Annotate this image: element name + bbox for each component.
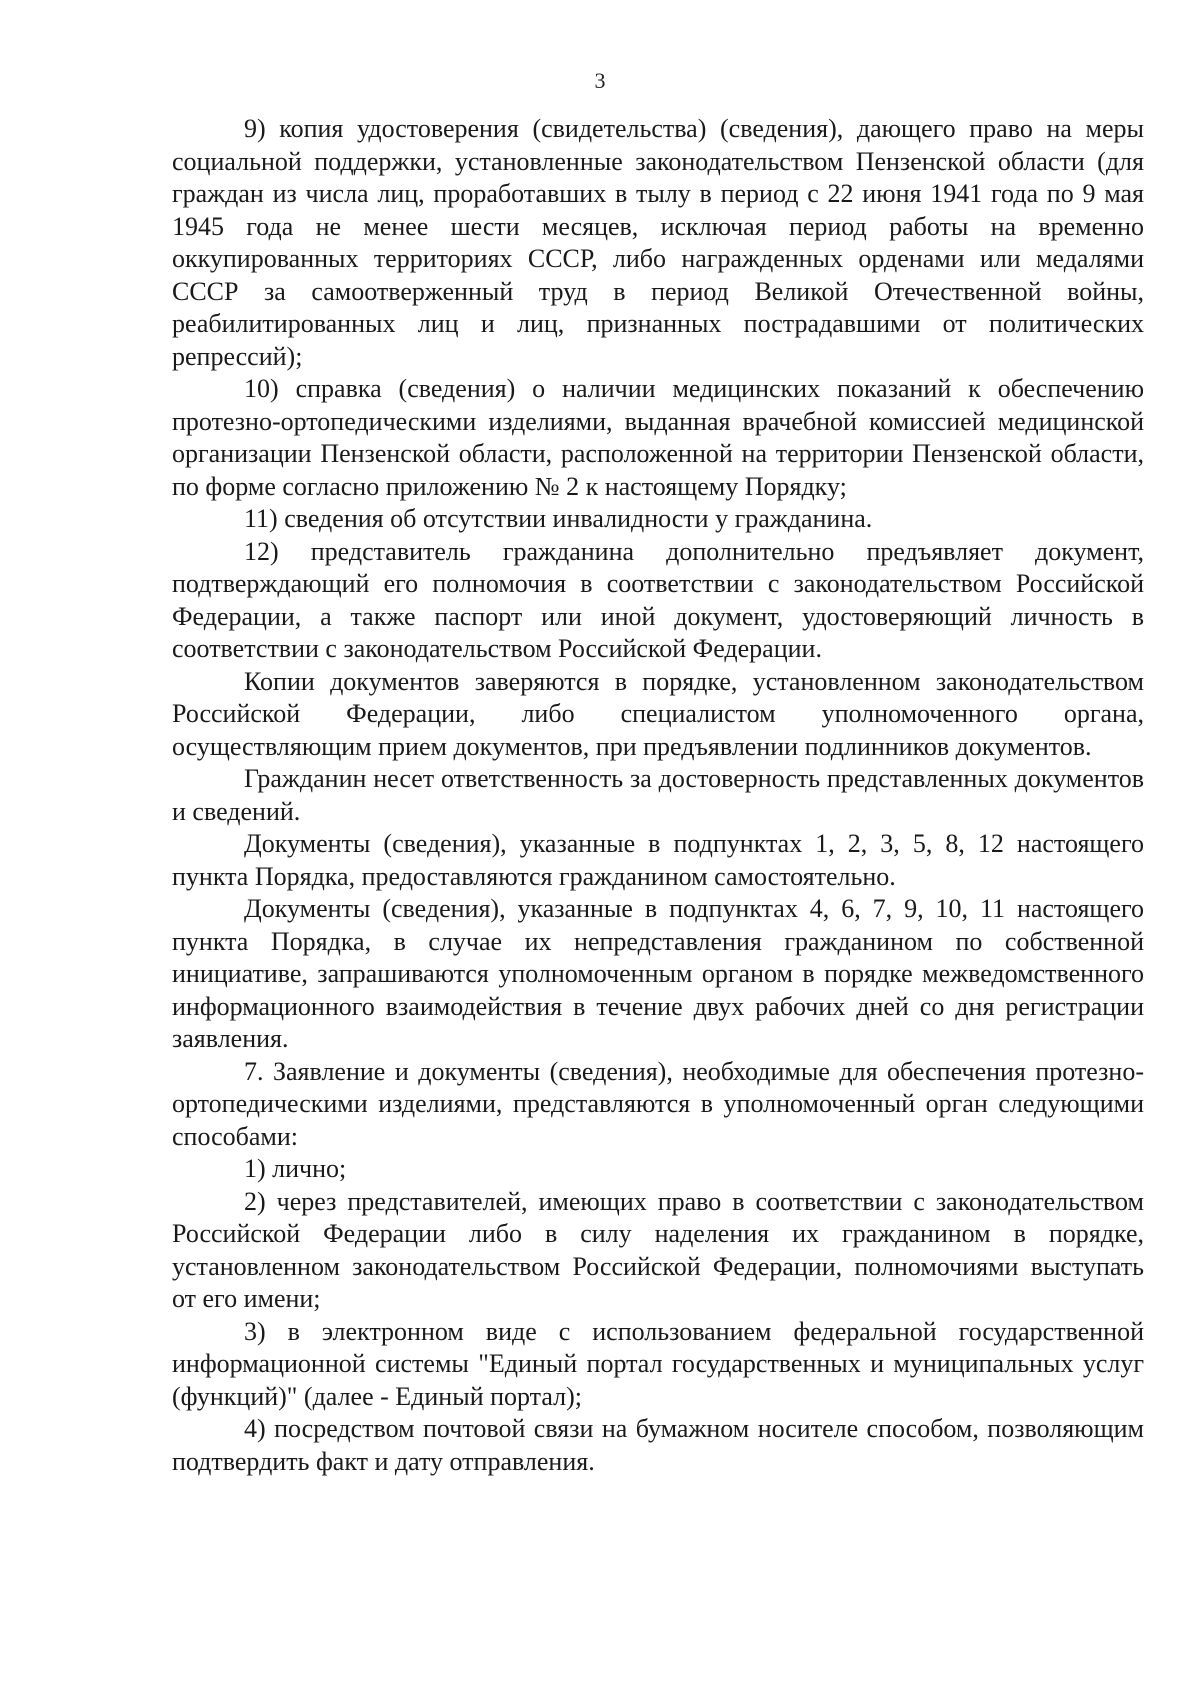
page-number: 3	[594, 68, 606, 93]
paragraph-method-1: 1) лично;	[244, 1154, 347, 1183]
paragraph-method-3: 3) в электронном виде с использованием федеральной государственной информационной системы "Единый портал государственных и муниципальных услуг (функций)" (далее - Единый портал);	[172, 1316, 1144, 1411]
paragraph-documents-requested: Документы (сведения), указанные в подпунктах 4, 6, 7, 9, 10, 11 настоящего пункта Порядка, в случае их непредставления гражданином по собственной инициативе, запрашиваются уполномоченным органом в порядке межведомственного информационного взаимодействия в течение двух рабочих дней со дня регистрации заявления.	[172, 894, 1144, 1053]
paragraph-item-12: 12) представитель гражданина дополнительно предъявляет документ, подтверждающий его полномочия в соответствии с законодательством Российской Федерации, а также паспорт или иной документ, удостоверяющий личность в соответствии с законодательством Российской Федерации.	[172, 536, 1144, 663]
paragraph-documents-by-citizen: Документы (сведения), указанные в подпунктах 1, 2, 3, 5, 8, 12 настоящего пункта Порядка, предоставляются гражданином самостоятельно.	[172, 829, 1144, 891]
paragraph-method-2: 2) через представителей, имеющих право в соответствии с законодательством Российской Федерации либо в силу наделения их гражданином в порядке, установленном законодательством Российской Федерации, полномочиями выступать от его имени;	[172, 1186, 1144, 1313]
paragraph-citizen-responsibility: Гражданин несет ответственность за достоверность представленных документов и сведений.	[172, 764, 1144, 826]
paragraph-item-9: 9) копия удостоверения (свидетельства) (сведения), дающего право на меры социальной поддержки, установленные законодательством Пензенской области (для граждан из числа лиц, проработавших в тылу в период с 22 июня 1941 года по 9 мая 1945 года не менее шести месяцев, исключая период работы на временно оккупированных территориях СССР, либо награжденных орденами или медалями СССР за самоотверженный труд в период Великой Отечественной войны, реабилитированных лиц и лиц, признанных пострадавшими от политических репрессий);	[172, 114, 1144, 371]
paragraph-item-11: 11) сведения об отсутствии инвалидности у гражданина.	[244, 504, 873, 533]
document-body	[172, 113, 1144, 1478]
paragraph-method-4: 4) посредством почтовой связи на бумажном носителе способом, позволяющим подтвердить факт и дату отправления.	[172, 1414, 1144, 1476]
paragraph-section-7: 7. Заявление и документы (сведения), необходимые для обеспечения протезно-ортопедическими изделиями, представляются в уполномоченный орган следующими способами:	[172, 1056, 1144, 1151]
paragraph-copies-certification: Копии документов заверяются в порядке, установленном законодательством Российской Федерации, либо специалистом уполномоченного органа, осуществляющим прием документов, при предъявлении подлинников документов.	[172, 666, 1144, 761]
paragraph-item-10: 10) справка (сведения) о наличии медицинских показаний к обеспечению протезно-ортопедическими изделиями, выданная врачебной комиссией медицинской организации Пензенской области, расположенной на территории Пензенской области, по форме согласно приложению № 2 к настоящему Порядку;	[172, 374, 1144, 501]
